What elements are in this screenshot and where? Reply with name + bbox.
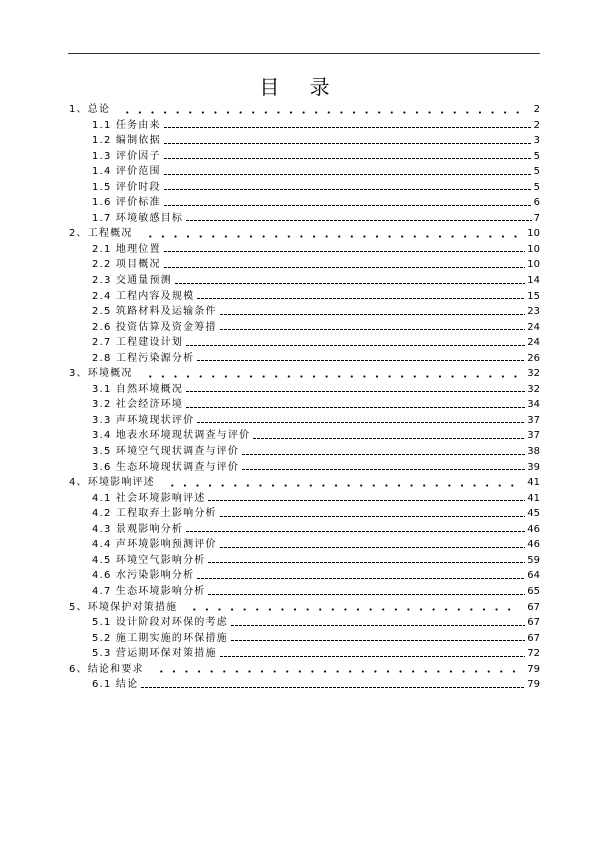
toc-subsection-entry	[68, 382, 540, 398]
toc-page-number: 64	[527, 570, 540, 582]
toc-page-number: 65	[527, 585, 540, 597]
toc-section-title: 4、环境影响评述	[69, 477, 155, 489]
toc-page-number: 32	[527, 383, 540, 395]
dot-leader	[144, 375, 521, 378]
toc-page-number: 10	[527, 243, 540, 255]
toc-section-entry	[68, 475, 540, 491]
toc-subsection-entry	[68, 149, 540, 165]
toc-subsection-title: 2.1 地理位置	[92, 243, 161, 255]
dash-leader	[164, 251, 526, 252]
toc-subsection-entry	[68, 195, 540, 211]
toc-page-number: 38	[527, 446, 540, 458]
dash-leader	[197, 578, 525, 579]
toc-subsection-title: 4.5 环境空气影响分析	[92, 554, 206, 566]
toc-page-number: 5	[533, 181, 540, 193]
dash-leader	[220, 547, 526, 548]
dash-leader	[164, 267, 526, 268]
toc-page-number: 59	[527, 554, 540, 566]
toc-subsection-title: 4.2 工程取弃土影响分析	[92, 508, 217, 520]
toc-page-number: 24	[527, 337, 540, 349]
toc-subsection-entry	[68, 413, 540, 429]
toc-section-title: 1、总论	[69, 104, 111, 115]
dash-leader	[164, 158, 532, 159]
toc-section-entry	[68, 366, 540, 382]
dash-leader	[220, 516, 526, 517]
dash-leader	[208, 562, 525, 563]
toc-page-number: 39	[527, 461, 540, 473]
toc-subsection-title: 5.1 设计阶段对环保的考虑	[92, 617, 228, 629]
toc-subsection-title: 1.6 评价标准	[92, 197, 161, 209]
toc-page-number: 79	[527, 663, 540, 675]
dash-leader	[186, 407, 525, 408]
toc-subsection-title: 1.1 任务由来	[92, 119, 161, 131]
toc-subsection-title: 1.2 编制依据	[92, 135, 161, 147]
dash-leader	[186, 531, 525, 532]
toc-section-title: 2、工程概况	[69, 228, 133, 240]
toc-subsection-entry	[68, 677, 540, 693]
toc-subsection-entry	[68, 444, 540, 460]
toc-section-entry	[68, 662, 540, 678]
toc-page-number: 37	[527, 414, 540, 426]
toc-subsection-entry	[68, 211, 540, 227]
dash-leader	[164, 189, 532, 190]
dash-leader	[220, 329, 526, 330]
toc-subsection-title: 4.1 社会环境影响评述	[92, 492, 206, 504]
toc-subsection-entry	[68, 522, 540, 538]
toc-subsection-entry	[68, 553, 540, 569]
toc-subsection-title: 3.2 社会经济环境	[92, 399, 184, 411]
toc-page-number: 5	[533, 150, 540, 162]
toc-section-title: 5、环境保护对策措施	[69, 601, 178, 613]
toc-subsection-title: 2.8 工程污染源分析	[92, 352, 195, 364]
dot-leader	[121, 111, 526, 114]
toc-page-number: 41	[527, 492, 540, 504]
dot-leader	[155, 670, 521, 673]
toc-subsection-title: 1.7 环境敏感目标	[92, 212, 184, 224]
toc-subsection-title: 1.4 评价范围	[92, 166, 161, 178]
toc-subsection-title: 1.3 评价因子	[92, 150, 161, 162]
toc-page-number: 23	[527, 306, 540, 318]
dash-leader	[220, 314, 526, 315]
dash-leader	[186, 220, 532, 221]
dash-leader	[208, 594, 525, 595]
toc-subsection-title: 2.7 工程建设计划	[92, 337, 184, 349]
toc-page-number: 3	[533, 135, 540, 147]
toc-subsection-title: 3.4 地表水环境现状调查与评价	[92, 430, 251, 442]
toc-subsection-title: 2.2 项目概况	[92, 259, 161, 271]
toc-page-number: 14	[527, 275, 540, 287]
toc-subsection-entry	[68, 351, 540, 367]
toc-subsection-entry	[68, 646, 540, 662]
toc-subsection-entry	[68, 506, 540, 522]
toc-page-number: 41	[527, 477, 540, 489]
toc-section-title: 3、环境概况	[69, 368, 133, 380]
toc-subsection-entry	[68, 118, 540, 134]
dash-leader	[141, 687, 525, 688]
toc-subsection-title: 2.3 交通量预测	[92, 275, 172, 287]
toc-subsection-title: 4.3 景观影响分析	[92, 523, 184, 535]
dash-leader	[164, 205, 532, 206]
toc-subsection-entry	[68, 537, 540, 553]
toc-subsection-entry	[68, 273, 540, 289]
toc-subsection-entry	[68, 568, 540, 584]
dash-leader	[197, 422, 525, 423]
toc-subsection-title: 1.5 评价时段	[92, 181, 161, 193]
toc-list	[68, 102, 540, 693]
toc-subsection-entry	[68, 164, 540, 180]
dot-leader	[188, 608, 520, 611]
toc-page-number: 46	[527, 539, 540, 551]
toc-subsection-entry	[68, 133, 540, 149]
toc-page-number: 7	[533, 212, 540, 224]
toc-page-number: 5	[533, 166, 540, 178]
dash-leader	[253, 438, 525, 439]
toc-subsection-title: 2.5 筑路材料及运输条件	[92, 306, 217, 318]
toc-subsection-entry	[68, 397, 540, 413]
toc-page-number: 6	[533, 197, 540, 209]
toc-subsection-entry	[68, 428, 540, 444]
toc-page-number: 32	[527, 368, 540, 380]
toc-page-number: 34	[527, 399, 540, 411]
toc-page-number: 46	[527, 523, 540, 535]
toc-page-number: 45	[527, 508, 540, 520]
toc-subsection-title: 3.1 自然环境概况	[92, 383, 184, 395]
toc-section-entry	[68, 102, 540, 118]
toc-page-number: 2	[533, 104, 540, 115]
toc-section-title: 6、结论和要求	[69, 663, 144, 675]
toc-section-entry	[68, 226, 540, 242]
toc-subsection-title: 3.6 生态环境现状调查与评价	[92, 461, 240, 473]
toc-subsection-entry	[68, 460, 540, 476]
toc-page-number: 37	[527, 430, 540, 442]
dash-leader	[164, 143, 532, 144]
toc-subsection-title: 5.3 营运期环保对策措施	[92, 648, 217, 660]
toc-page-number: 67	[527, 601, 540, 613]
toc-subsection-entry	[68, 257, 540, 273]
dot-leader	[144, 235, 521, 238]
toc-page-number: 72	[527, 648, 540, 660]
header-rule	[68, 53, 540, 54]
toc-subsection-entry	[68, 289, 540, 305]
toc-subsection-entry	[68, 631, 540, 647]
toc-subsection-entry	[68, 335, 540, 351]
toc-subsection-title: 3.3 声环境现状评价	[92, 414, 195, 426]
toc-subsection-entry	[68, 320, 540, 336]
toc-subsection-entry	[68, 584, 540, 600]
toc-subsection-title: 3.5 环境空气现状调查与评价	[92, 446, 240, 458]
toc-page-number: 79	[527, 679, 540, 691]
toc-page-number: 67	[527, 632, 540, 644]
toc-page-number: 24	[527, 321, 540, 333]
toc-subsection-entry	[68, 304, 540, 320]
toc-subsection-title: 4.7 生态环境影响分析	[92, 585, 206, 597]
toc-subsection-entry	[68, 242, 540, 258]
toc-page-number: 2	[533, 119, 540, 131]
dash-leader	[186, 345, 525, 346]
toc-section-entry	[68, 600, 540, 616]
toc-page-number: 10	[527, 259, 540, 271]
dash-leader	[220, 656, 526, 657]
page-title: 目 录	[259, 75, 336, 99]
toc-subsection-title: 6.1 结论	[92, 679, 139, 691]
dash-leader	[231, 640, 525, 641]
toc-subsection-title: 4.4 声环境影响预测评价	[92, 539, 217, 551]
toc-subsection-title: 2.6 投资估算及资金筹措	[92, 321, 217, 333]
dash-leader	[242, 454, 525, 455]
dash-leader	[242, 469, 525, 470]
dash-leader	[208, 500, 525, 501]
dash-leader	[175, 283, 525, 284]
toc-subsection-title: 5.2 施工期实施的环保措施	[92, 632, 228, 644]
dash-leader	[231, 625, 525, 626]
toc-subsection-entry	[68, 615, 540, 631]
dash-leader	[186, 391, 525, 392]
dot-leader	[166, 484, 520, 487]
toc-page-number: 10	[527, 228, 540, 240]
toc-page-number: 67	[527, 617, 540, 629]
toc-subsection-entry	[68, 180, 540, 196]
toc-page-number: 26	[527, 352, 540, 364]
toc-page-number: 15	[527, 290, 540, 302]
dash-leader	[197, 298, 525, 299]
toc-subsection-title: 4.6 水污染影响分析	[92, 570, 195, 582]
toc-subsection-entry	[68, 491, 540, 507]
toc-subsection-title: 2.4 工程内容及规模	[92, 290, 195, 302]
dash-leader	[197, 360, 525, 361]
dash-leader	[164, 174, 532, 175]
dash-leader	[164, 127, 532, 128]
